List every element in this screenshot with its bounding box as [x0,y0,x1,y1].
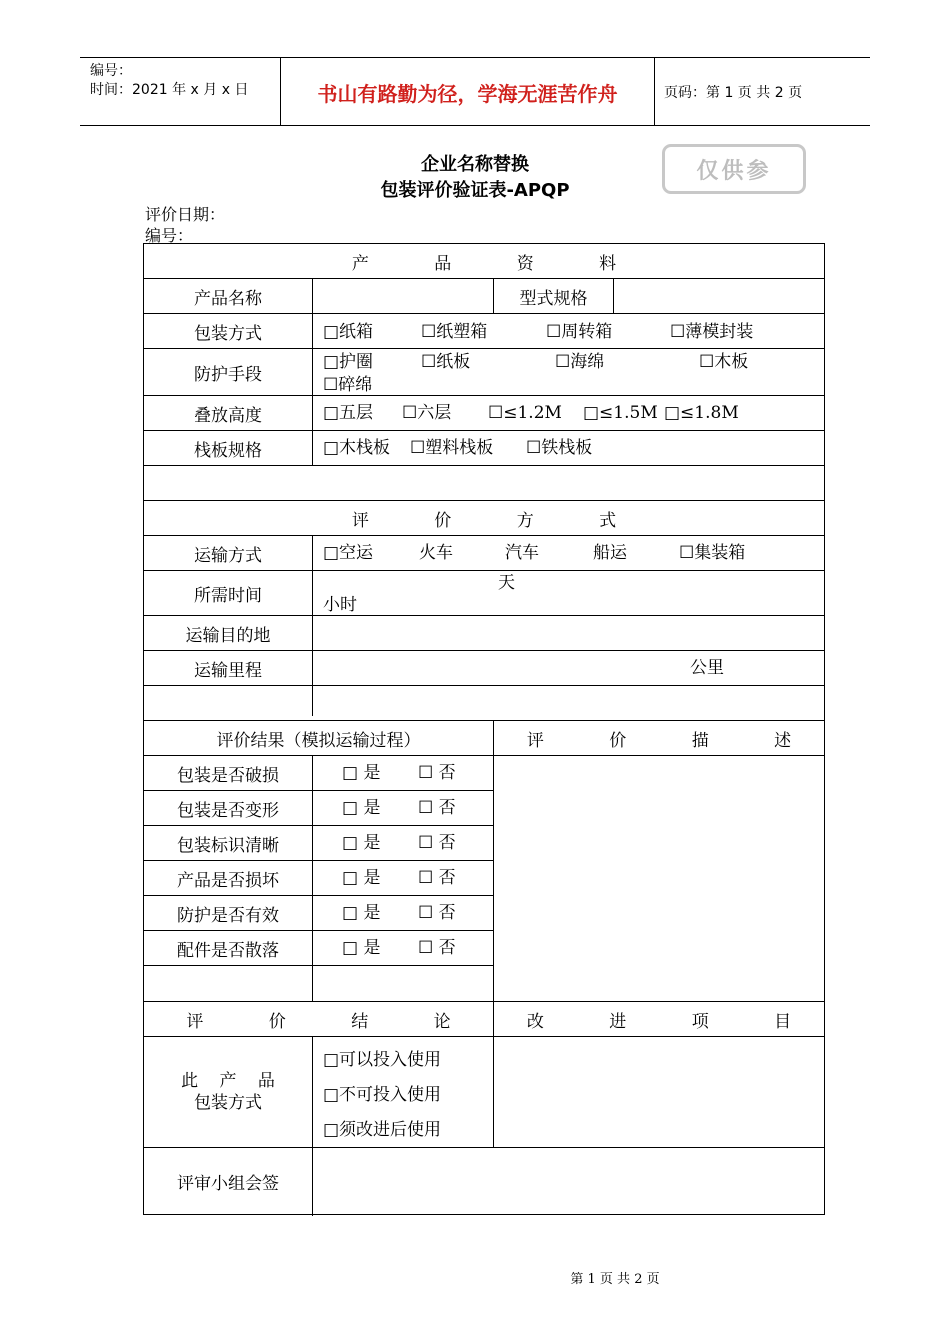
protection-option[interactable]: □护圈 [323,352,374,372]
result-no-checkbox[interactable]: ☐ 否 [418,833,456,853]
stack-option[interactable]: □五层 [323,403,374,423]
transport-option[interactable]: 火车 [419,543,453,563]
section-title: 评 价 方 式 [351,510,647,531]
model-spec-field[interactable] [614,279,824,313]
improve-items-field[interactable] [494,1037,824,1147]
section-title: 评 价 描 述 [526,730,822,751]
protection-label: 防护手段 [194,364,262,385]
pallet-option[interactable]: □木栈板 [323,438,391,458]
section-improve-items [494,1002,824,1036]
section-title: 评 价 结 论 [186,1011,481,1032]
pallet-spec-label: 栈板规格 [194,440,262,461]
review-signoff-label: 评审小组会签 [177,1173,279,1194]
eval-description-field[interactable] [494,756,824,1001]
distance-label: 运输里程 [194,660,262,681]
packing-option[interactable]: ☐周转箱 [546,322,613,342]
transport-option[interactable]: 汽车 [505,543,539,563]
protection-option[interactable]: ☐海绵 [555,352,605,372]
header-page-number: 页码：第 1 页 共 2 页 [664,85,803,101]
stack-option[interactable]: □≤1.5M [583,403,658,423]
form-title: 包装评价验证表-APQP [380,180,570,201]
conclusion-label-line: 此 产 品 [181,1071,283,1091]
reference-stamp: 仅供参 [662,144,806,194]
packing-option[interactable]: ☐薄模封装 [670,322,754,342]
header-number-label: 编号： [90,63,132,79]
result-no-checkbox[interactable]: ☐ 否 [418,903,456,923]
result-item-label: 包装是否变形 [177,800,279,821]
result-no-checkbox[interactable]: ☐ 否 [418,938,456,958]
section-eval-description [494,721,824,755]
protection-option[interactable]: ☐纸板 [421,352,471,372]
result-yes-checkbox[interactable]: □ 是 [342,868,381,888]
result-yes-checkbox[interactable]: □ 是 [342,833,381,853]
conclusion-label-line: 包装方式 [194,1093,262,1113]
row-line [144,465,824,466]
row-line [144,685,824,686]
result-no-checkbox[interactable]: ☐ 否 [418,763,456,783]
destination-label: 运输目的地 [185,625,271,646]
time-day-unit: 天 [498,573,515,593]
product-name-field[interactable] [313,279,493,313]
result-item-label: 防护是否有效 [177,905,279,926]
time-required-label: 所需时间 [194,585,262,606]
result-item-label: 包装标识清晰 [177,835,279,856]
section-title: 改 进 项 目 [526,1011,822,1032]
section-product-info [144,244,824,278]
header-left [90,62,248,100]
section-title: 产 品 资 料 [351,253,647,274]
stack-option[interactable]: □≤1.8M [664,403,739,423]
pallet-option[interactable]: ☐塑料栈板 [410,438,494,458]
section-eval-result: 评价结果（模拟运输过程） [216,730,421,751]
destination-field[interactable] [313,616,824,650]
protection-option[interactable]: ☐木板 [699,352,749,372]
review-signoff-field[interactable] [313,1148,824,1214]
pallet-option[interactable]: ☐铁栈板 [526,438,593,458]
header-time: 时间：2021 年 x 月 x 日 [90,82,249,98]
transport-option[interactable]: □空运 [323,543,374,563]
result-no-checkbox[interactable]: ☐ 否 [418,868,456,888]
result-yes-checkbox[interactable]: □ 是 [342,938,381,958]
evaluation-form-table [143,243,825,1215]
col-line [312,755,313,1001]
header-divider [654,58,655,126]
company-name: 企业名称替换 [421,154,529,175]
eval-date-label: 评价日期： [145,205,226,224]
conclusion-option[interactable]: □可以投入使用 [323,1050,442,1070]
result-item-label: 产品是否损坏 [177,870,279,891]
packing-method-label: 包装方式 [194,323,262,344]
protection-option[interactable]: ☐碎绵 [323,375,373,395]
stack-height-label: 叠放高度 [194,405,262,426]
transport-option[interactable]: ☐集装箱 [679,543,746,563]
packing-option[interactable]: □纸箱 [323,322,374,342]
section-eval-conclusion [144,1002,493,1036]
result-item-label: 包装是否破损 [177,765,279,786]
stack-option[interactable]: ☐≤1.2M [488,403,562,423]
row-line [144,965,494,966]
packing-option[interactable]: ☐纸塑箱 [421,322,488,342]
transport-mode-label: 运输方式 [194,545,262,566]
section-eval-method [144,501,824,535]
conclusion-label [144,1037,312,1147]
number-label: 编号： [145,226,194,245]
result-yes-checkbox[interactable]: □ 是 [342,903,381,923]
model-spec-label: 型式规格 [519,288,588,309]
result-no-checkbox[interactable]: ☐ 否 [418,798,456,818]
result-item-label: 配件是否散落 [177,940,279,961]
header-motto: 书山有路勤为径，学海无涯苦作舟 [317,81,618,106]
distance-unit: 公里 [690,658,724,678]
conclusion-option[interactable]: □不可投入使用 [323,1085,442,1105]
product-name-label: 产品名称 [194,288,262,309]
conclusion-option[interactable]: □须改进后使用 [323,1120,442,1140]
result-yes-checkbox[interactable]: □ 是 [342,763,381,783]
page-footer: 第 1 页 共 2 页 [570,1272,660,1287]
page-header [80,57,870,126]
result-yes-checkbox[interactable]: □ 是 [342,798,381,818]
stack-option[interactable]: ☐六层 [402,403,452,423]
time-hour-unit: 小时 [323,595,357,615]
transport-option[interactable]: 船运 [593,543,627,563]
